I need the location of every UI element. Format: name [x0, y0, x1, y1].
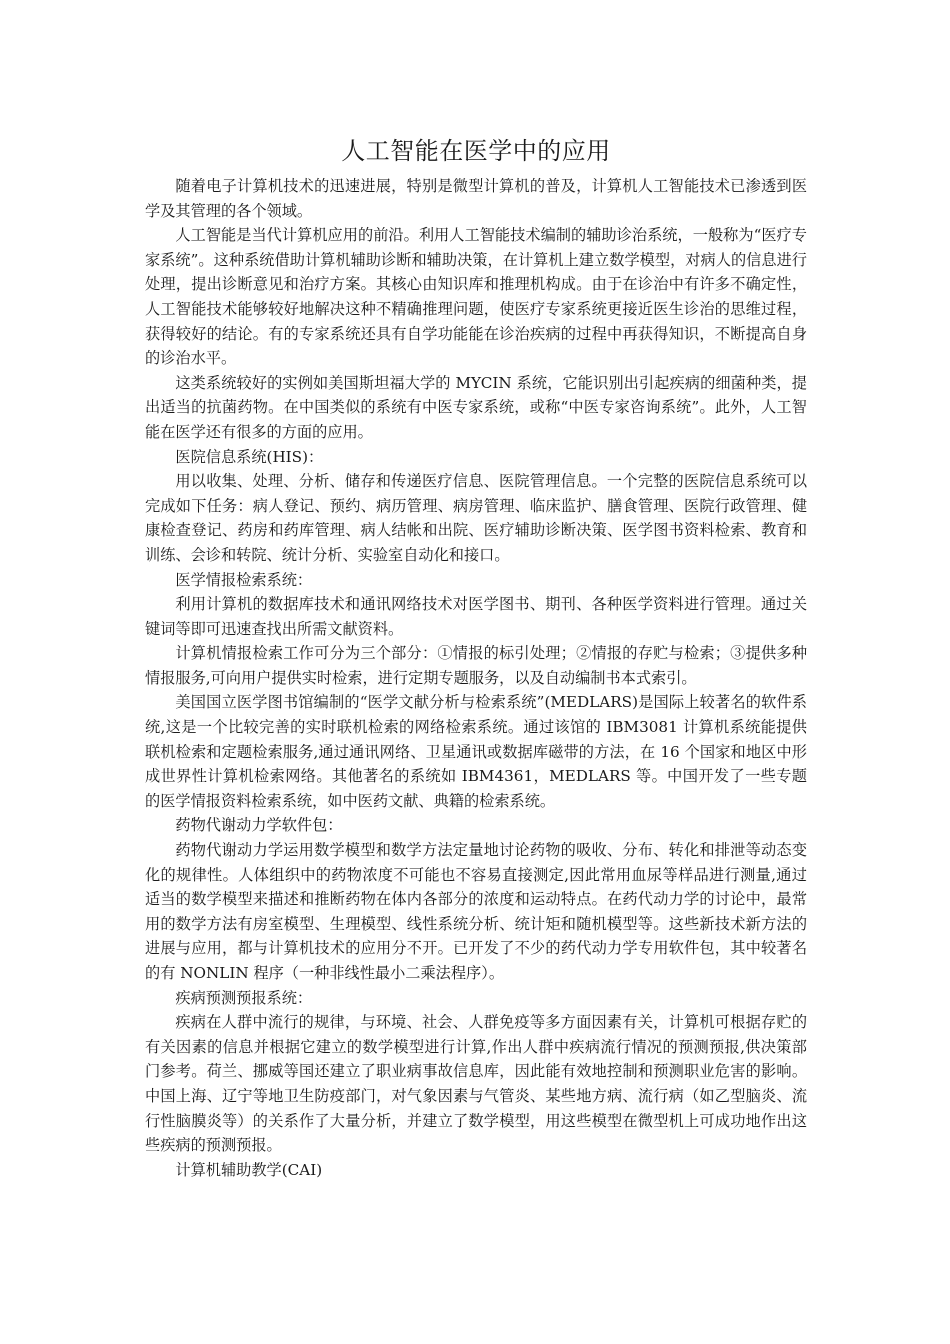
paragraph-mycin: 这类系统较好的实例如美国斯坦福大学的 MYCIN 系统，它能识别出引起疾病的细菌种类，提出适当的抗菌药物。在中国类似的系统有中医专家系统，或称“中医专家咨询系统”。此外，人工智能在医学还有很多的方面的应用。: [145, 373, 807, 441]
paragraph-disease-forecast: 疾病在人群中流行的规律，与环境、社会、人群免疫等多方面因素有关，计算机可根据存贮的有关因素的信息并根据它建立的数学模型进行计算,作出人群中疾病流行情况的预测预报,供决策部门参考。荷兰、挪威等国还建立了职业病事故信息库，因此能有效地控制和预测职业危害的影响。中国上海、辽宁等地卫生防疫部门，对气象因素与气管炎、某些地方病、流行病（如乙型脑炎、流行性脑膜炎等）的关系作了大量分析，并建立了数学模型，用这些模型在微型机上可成功地作出这些疾病的预测预报。: [145, 1013, 807, 1155]
document-title: 人工智能在医学中的应用: [341, 137, 611, 165]
paragraph-medlars: 美国国立医学图书馆编制的“医学文献分析与检索系统”(MEDLARS)是国际上较著名的软件系统,这是一个比较完善的实时联机检索的网络检索系统。通过该馆的 IBM3081 计算机系统能提供联机检索和定题检索服务,通过通讯网络、卫星通讯或数据库磁带的方法，在 16 个国家和地区中形成世界性计算机检索网络。其他著名的系统如 IBM4361，MEDLARS 等。中国开发了一些专题的医学情报资料检索系统，如中医药文献、典籍的检索系统。: [145, 693, 807, 810]
section-heading-disease-forecast: 疾病预测预报系统：: [175, 988, 313, 1007]
section-heading-retrieval: 医学情报检索系统：: [175, 570, 313, 589]
paragraph-retrieval-parts: 计算机情报检索工作可分为三个部分：①情报的标引处理；②情报的存贮与检索；③提供多种情报服务,可向用户提供实时检索，进行定期专题服务，以及自动编制书本式索引。: [145, 644, 807, 687]
paragraph-intro: 随着电子计算机技术的迅速进展，特别是微型计算机的普及，计算机人工智能技术已渗透到医学及其管理的各个领域。: [145, 177, 807, 220]
section-heading-pharmacokinetics: 药物代谢动力学软件包：: [175, 816, 343, 835]
paragraph-retrieval: 利用计算机的数据库技术和通讯网络技术对医学图书、期刊、各种医学资料进行管理。通过关键词等即可迅速查找出所需文献资料。: [145, 595, 807, 638]
document-body: [145, 128, 807, 1182]
section-heading-cai: 计算机辅助教学(CAI): [175, 1160, 323, 1179]
paragraph-his: 用以收集、处理、分析、储存和传递医疗信息、医院管理信息。一个完整的医院信息系统可以完成如下任务：病人登记、预约、病历管理、病房管理、临床监护、膳食管理、医院行政管理、健康检查登记、药房和药库管理、病人结帐和出院、医疗辅助诊断决策、医学图书资料检索、教育和训练、会诊和转院、统计分析、实验室自动化和接口。: [145, 472, 807, 564]
section-heading-his: 医院信息系统(HIS)：: [175, 447, 324, 466]
paragraph-pharmacokinetics: 药物代谢动力学运用数学模型和数学方法定量地讨论药物的吸收、分布、转化和排泄等动态变化的规律性。人体组织中的药物浓度不可能也不容易直接测定,因此常用血尿等样品进行测量,通过适当的数学模型来描述和推断药物在体内各部分的浓度和运动特点。在药代动力学的讨论中，最常用的数学方法有房室模型、生理模型、线性系统分析、统计矩和随机模型等。这些新技术新方法的进展与应用，都与计算机技术的应用分不开。已开发了不少的药代动力学专用软件包，其中较著名的有 NONLIN 程序（一种非线性最小二乘法程序）。: [145, 841, 807, 982]
paragraph-expert-system: 人工智能是当代计算机应用的前沿。利用人工智能技术编制的辅助诊治系统，一般称为“医疗专家系统”。这种系统借助计算机辅助诊断和辅助决策，在计算机上建立数学模型，对病人的信息进行处理，提出诊断意见和治疗方案。其核心由知识库和推理机构成。由于在诊治中有许多不确定性，人工智能技术能够较好地解决这种不精确推理问题，使医疗专家系统更接近医生诊治的思维过程，获得较好的结论。有的专家系统还具有自学功能能在诊治疾病的过程中再获得知识，不断提高自身的诊治水平。: [145, 226, 807, 368]
